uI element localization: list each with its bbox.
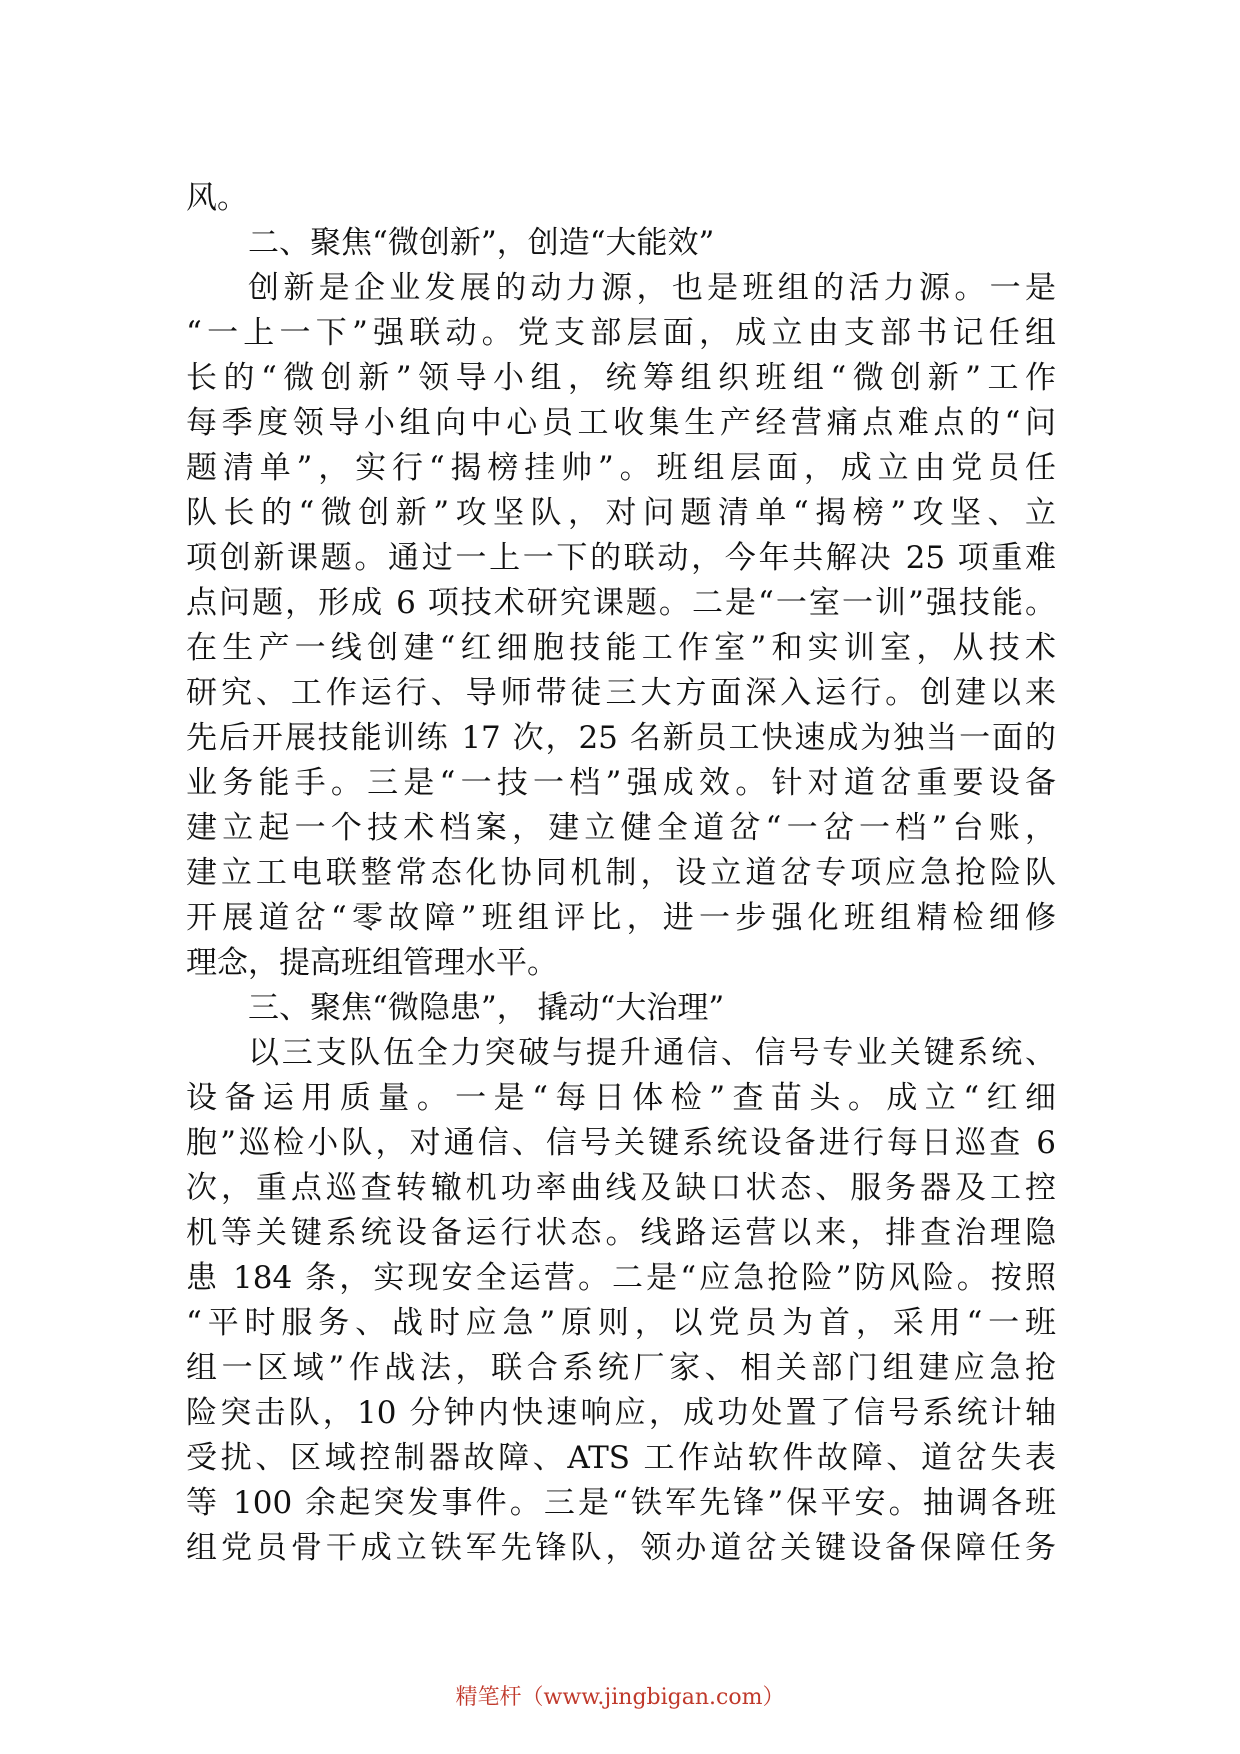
text-line: 组党员骨干成立铁军先锋队，领办道岔关键设备保障任务 — [186, 1530, 1056, 1566]
text-line: 在生产一线创建“红细胞技能工作室”和实训室，从技术 — [186, 630, 1056, 666]
text-line: 题清单”，实行“揭榜挂帅”。班组层面，成立由党员任 — [186, 450, 1056, 486]
text-line: 建立工电联整常态化协同机制，设立道岔专项应急抢险队 — [186, 855, 1056, 891]
text-line: 业务能手。三是“一技一档”强成效。针对道岔重要设备 — [186, 765, 1056, 801]
text-line: 受扰、区域控制器故障、ATS 工作站软件故障、道岔失表 — [186, 1440, 1056, 1476]
section-heading: 二、聚焦“微创新”，创造“大能效” — [248, 225, 715, 261]
text-line: “平时服务、战时应急”原则，以党员为首，采用“一班 — [186, 1305, 1056, 1341]
text-line: 次，重点巡查转辙机功率曲线及缺口状态、服务器及工控 — [186, 1170, 1056, 1206]
text-line: 设备运用质量。一是“每日体检”查苗头。成立“红细 — [186, 1080, 1056, 1116]
text-line: 每季度领导小组向中心员工收集生产经营痛点难点的“问 — [186, 405, 1056, 441]
footer-watermark: 精笔杆（www.jingbigan.com） — [455, 1685, 785, 1710]
text-line: 险突击队，10 分钟内快速响应，成功处置了信号系统计轴 — [186, 1395, 1056, 1431]
text-line: “一上一下”强联动。党支部层面，成立由支部书记任组 — [186, 315, 1056, 351]
text-line: 等 100 余起突发事件。三是“铁军先锋”保平安。抽调各班 — [186, 1485, 1056, 1521]
text-line: 研究、工作运行、导师带徒三大方面深入运行。创建以来 — [186, 675, 1056, 711]
text-line: 机等关键系统设备运行状态。线路运营以来，排查治理隐 — [186, 1215, 1056, 1251]
text-line: 开展道岔“零故障”班组评比，进一步强化班组精检细修 — [186, 900, 1056, 936]
text-line: 患 184 条，实现安全运营。二是“应急抢险”防风险。按照 — [186, 1260, 1056, 1296]
section-heading: 三、聚焦“微隐患”， 撬动“大治理” — [248, 990, 725, 1026]
text-line: 以三支队伍全力突破与提升通信、信号专业关键系统、 — [248, 1035, 1056, 1071]
text-line: 胞”巡检小队，对通信、信号关键系统设备进行每日巡查 6 — [186, 1125, 1056, 1161]
text-line: 长的“微创新”领导小组，统筹组织班组“微创新”工作 — [186, 360, 1056, 396]
text-line: 建立起一个技术档案，建立健全道岔“一岔一档”台账， — [186, 810, 1056, 846]
text-line: 先后开展技能训练 17 次，25 名新员工快速成为独当一面的 — [186, 720, 1056, 756]
document-body — [186, 176, 1056, 1571]
text-line: 理念，提高班组管理水平。 — [186, 945, 558, 981]
text-line: 点问题，形成 6 项技术研究课题。二是“一室一训”强技能。 — [186, 585, 1056, 621]
text-line: 队长的“微创新”攻坚队，对问题清单“揭榜”攻坚、立 — [186, 495, 1056, 531]
text-line: 风。 — [186, 180, 248, 216]
text-line: 组一区域”作战法，联合系统厂家、相关部门组建应急抢 — [186, 1350, 1056, 1386]
text-line: 项创新课题。通过一上一下的联动，今年共解决 25 项重难 — [186, 540, 1056, 576]
text-line: 创新是企业发展的动力源，也是班组的活力源。一是 — [248, 270, 1056, 306]
